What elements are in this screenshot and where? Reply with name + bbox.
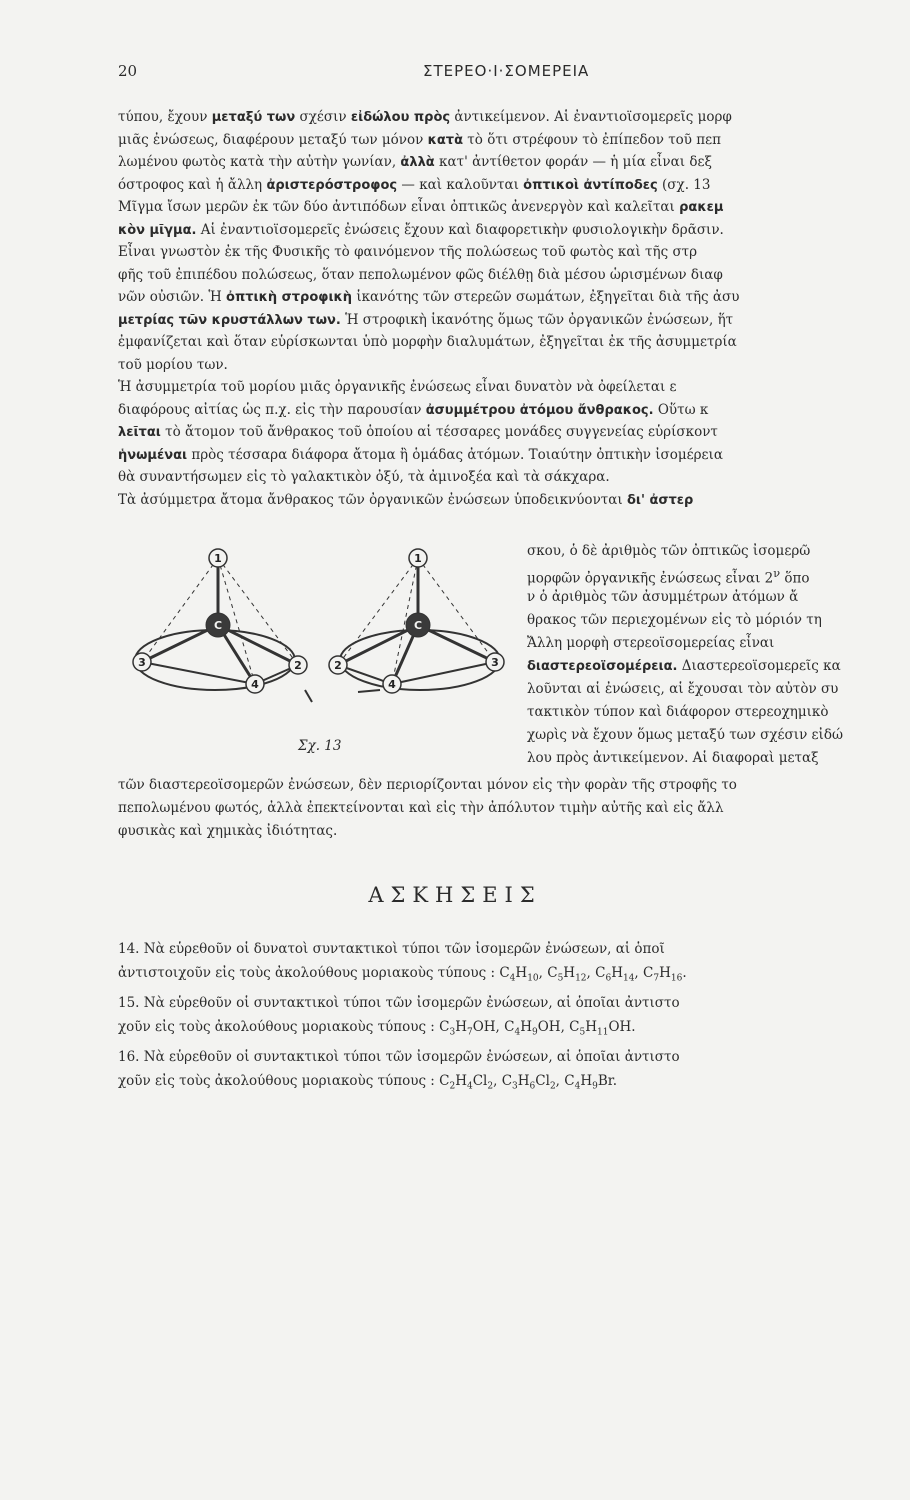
text-line <box>118 962 910 990</box>
subscript: 9 <box>592 1081 598 1092</box>
text-run: (σχ. 13 <box>657 176 711 193</box>
text-run: ἱκανότης τῶν στερεῶν σωμάτων, ἐξηγεῖται διὰ τῆς ἀσυ <box>352 289 740 305</box>
left-label-1: 1 <box>214 552 222 565</box>
subscript: 2 <box>487 1081 494 1092</box>
text-run: ἀντιστοιχοῦν εἰς τοὺς ἀκολούθους μοριακοὺς τύπους : C <box>118 965 510 981</box>
text-run: Διαστερεοϊσομερεῖς κα <box>677 658 841 674</box>
text-run: κατὰ <box>427 132 464 148</box>
text-line <box>118 1070 910 1098</box>
text-line <box>527 724 910 746</box>
text-run: Cl <box>472 1073 488 1089</box>
text-run: , C <box>493 1073 513 1089</box>
text-line <box>118 151 910 174</box>
text-run: μεταξύ των <box>211 110 296 125</box>
page-number: 20 <box>118 62 138 80</box>
text-run: τῶν διαστερεοϊσομερῶν ἐνώσεων, δὲν περιορίζονται μόνον εἰς τὴν φορὰν τῆς στροφῆς το <box>118 777 737 793</box>
text-run: H <box>517 1073 530 1089</box>
text-run: λου πρὸς ἀντικείμενον. Αἱ διαφοραὶ μεταξ <box>527 750 819 766</box>
text-run: κατ' ἀντίθετον φοράν — ἡ μία εἶναι δεξ <box>434 154 712 170</box>
text-run: H <box>455 1019 467 1035</box>
text-run: ὅπο <box>780 570 810 587</box>
text-run: δι' ἀστερ <box>626 492 694 508</box>
left-label-4: 4 <box>251 678 259 691</box>
text-run: ἡνωμέναι <box>118 447 188 463</box>
text-run: όστροφος καὶ ἡ ἄλλη <box>118 176 267 193</box>
text-line <box>118 466 910 488</box>
text-run: H <box>515 965 528 981</box>
text-run: μετρίας τῶν κρυστάλλων των. <box>118 312 341 328</box>
text-run: ν ὁ ἀριθμὸς τῶν ἀσυμμέτρων ἀτόμων ἄ <box>527 589 799 605</box>
text-line <box>118 219 910 242</box>
text-line <box>118 376 910 398</box>
text-run: πεπολωμένου φωτός, ἀλλὰ ἐπεκτείνονται καὶ εἰς τὴν ἀπόλυτον τιμὴν αὐτῆς καὶ εἰς ἄλλ <box>118 800 724 816</box>
text-line <box>527 632 910 654</box>
text-run: H <box>580 1073 593 1089</box>
text-run: σκου, ὁ δὲ ἀριθμὸς τῶν ὀπτικῶς ἰσομερῶ <box>527 543 811 559</box>
text-run: θρακος τῶν περιεχομένων εἰς τὸ μόριόν τη <box>527 612 822 628</box>
text-run: , C <box>586 965 606 981</box>
text-run: — καὶ καλοῦνται <box>397 176 524 193</box>
text-run: Ἄλλη μορφὴ στερεοϊσομερείας εἶναι <box>527 635 775 651</box>
text-line <box>118 444 910 467</box>
text-run: H <box>585 1019 598 1035</box>
figure-13-tetrahedra <box>130 540 510 730</box>
text-run: Εἶναι γνωστὸν ἐκ τῆς Φυσικῆς τὸ φαινόμενον τῆς πολώσεως τοῦ φωτὸς καὶ τῆς στρ <box>118 244 698 260</box>
text-run: τακτικὸν τύπον καὶ διάφορον στερεοχημικὸ <box>527 704 829 720</box>
text-run: OH, C <box>537 1019 580 1035</box>
text-line <box>118 286 910 309</box>
subscript: 3 <box>512 1081 518 1092</box>
text-run: κὸν μῖγμα. <box>118 222 197 238</box>
text-run: λοῦνται αἱ ἐνώσεις, αἱ ἔχουσαι τὸν αὐτὸν συ <box>527 681 839 697</box>
text-run: OH. <box>608 1019 636 1035</box>
text-run: , C <box>634 965 654 981</box>
text-line <box>118 331 910 353</box>
text-line <box>527 678 910 700</box>
text-run: H <box>659 965 671 981</box>
exercises-heading: ΑΣΚΗΣΕΙΣ <box>368 883 542 907</box>
text-run: H <box>611 965 623 981</box>
subscript: 4 <box>466 1081 473 1092</box>
text-run: Ἡ στροφικὴ ἱκανότης ὅμως τῶν ὀργανικῶν ἐνώσεων, ἥτ <box>340 311 734 328</box>
text-line <box>118 1016 910 1044</box>
text-run: φῆς τοῦ ἐπιπέδου πολώσεως, ὅταν πεπολωμένον φῶς διέλθῃ διὰ μέσου ὡρισμένων διαφ <box>118 266 723 283</box>
text-line <box>118 106 910 129</box>
text-run: χοῦν εἰς τοὺς ἀκολούθους μοριακοὺς τύπους : C <box>118 1073 450 1089</box>
text-line <box>118 354 910 376</box>
text-line <box>118 129 910 152</box>
text-run: σχέσιν <box>295 109 351 125</box>
text-line <box>118 264 910 286</box>
figure-caption: Σχ. 13 <box>298 738 342 754</box>
subscript: 14 <box>622 973 635 984</box>
text-line <box>118 241 910 263</box>
text-line <box>118 820 910 842</box>
subscript: 9 <box>532 1027 538 1038</box>
subscript: 6 <box>529 1081 536 1092</box>
text-line <box>118 399 910 422</box>
subscript: 10 <box>527 973 539 984</box>
text-run: 16. Νὰ εὑρεθοῦν οἱ συντακτικοὶ τύποι τῶν ἰσομερῶν ἐνώσεων, αἱ ὁποῖαι ἀντιστο <box>118 1049 680 1065</box>
text-run: χωρὶς νὰ ἔχουν ὅμως μεταξύ των σχέσιν εἰδώ <box>527 727 843 743</box>
subscript: 12 <box>575 973 587 984</box>
text-run: Μῖγμα ἴσων μερῶν ἐκ τῶν δύο ἀντιπόδων εἶναι ὀπτικῶς ἀνενεργὸν καὶ καλεῖται <box>118 199 680 215</box>
subscript: 11 <box>597 1027 609 1038</box>
text-run: Br. <box>597 1073 618 1089</box>
page-header <box>118 62 910 86</box>
text-run: τοῦ μορίου των. <box>118 356 228 373</box>
text-line <box>118 774 910 796</box>
subscript: 5 <box>557 973 564 984</box>
text-run: . <box>682 965 687 981</box>
text-run: πρὸς τέσσαρα διάφορα ἄτομα ἢ ὁμάδας ἀτόμων. Τοιαύτην ὀπτικὴν ἰσομέρεια <box>187 446 723 463</box>
text-run: 14. Νὰ εὑρεθοῦν οἱ δυνατοὶ συντακτικοὶ τύποι τῶν ἰσομερῶν ἐνώσεων, αἱ ὁποῖ <box>118 941 665 957</box>
text-line <box>118 938 910 960</box>
text-line <box>527 701 910 723</box>
subscript: 16 <box>670 973 683 984</box>
text-run: μορφῶν ὀργανικῆς ἐνώσεως εἶναι 2 <box>527 570 774 587</box>
right-label-1: 1 <box>414 552 422 565</box>
text-run: τὸ ἄτομον τοῦ ἄνθρακος τοῦ ὁποίου αἱ τέσσαρες μονάδες συγγενείας εὑρίσκοντ <box>160 424 718 440</box>
right-label-2: 2 <box>334 659 342 672</box>
text-run: ἀλλὰ <box>400 155 435 170</box>
text-line <box>527 655 910 678</box>
text-line <box>527 747 910 769</box>
text-line <box>118 1046 910 1068</box>
subscript: 5 <box>579 1027 586 1038</box>
text-run: νῶν οὐσιῶν. Ἡ <box>118 289 227 305</box>
text-line <box>118 309 910 332</box>
text-line <box>118 992 910 1014</box>
subscript: 3 <box>449 1027 456 1038</box>
text-run: θὰ συναντήσωμεν εἰς τὸ γαλακτικὸν ὀξύ, τὰ ἀμινοξέα καὶ τὰ σάκχαρα. <box>118 469 610 485</box>
subscript: 7 <box>653 973 660 984</box>
text-run: διαφόρους αἰτίας ὡς π.χ. εἰς τὴν παρουσίαν <box>118 401 426 418</box>
left-label-2: 2 <box>294 659 302 672</box>
text-run: μιᾶς ἐνώσεως, διαφέρουν μεταξύ των μόνον <box>118 131 428 148</box>
subscript: 4 <box>514 1027 521 1038</box>
text-run: ἀντικείμενον. Αἱ ἐναντιοϊσομερεῖς μορφ <box>450 109 732 125</box>
running-title: ΣΤΕΡΕΟ·Ι·ΣΟΜΕΡΕΙΑ <box>423 62 590 80</box>
left-label-3: 3 <box>138 656 146 669</box>
text-run: ὀπτικὴ στροφικὴ <box>226 290 353 305</box>
text-line <box>118 489 910 512</box>
superscript: ν <box>773 567 781 580</box>
text-run: Cl <box>535 1073 550 1089</box>
left-c-label: C <box>213 619 223 632</box>
text-run: διαστερεοϊσομέρεια. <box>527 659 678 674</box>
text-line <box>118 797 910 819</box>
text-run: 15. Νὰ εὑρεθοῦν οἱ συντακτικοὶ τύποι τῶν ἰσομερῶν ἐνώσεων, αἱ ὁποῖαι ἀντιστο <box>118 995 680 1011</box>
text-run: ἀριστερόστροφος <box>266 177 398 193</box>
text-line <box>118 421 910 444</box>
text-run: τύπου, ἔχουν <box>118 109 212 125</box>
left-tetrahedron <box>133 549 312 702</box>
text-line <box>527 540 910 562</box>
right-label-3: 3 <box>491 656 499 669</box>
text-line <box>118 196 910 219</box>
text-run: H <box>455 1073 467 1089</box>
text-run: Ἡ ἀσυμμετρία τοῦ μορίου μιᾶς ὀργανικῆς ἐνώσεως εἶναι δυνατὸν νὰ ὀφείλεται ε <box>118 379 677 395</box>
subscript: 7 <box>466 1027 473 1038</box>
subscript: 4 <box>509 973 516 984</box>
text-run: Τὰ ἀσύμμετρα ἄτομα ἄνθρακος τῶν ὀργανικῶν ἐνώσεων ὑποδεικνύονται <box>118 491 627 508</box>
text-run: φυσικὰς καὶ χημικὰς ἰδιότητας. <box>118 823 338 839</box>
text-line <box>527 609 910 631</box>
text-run: λωμένου φωτὸς κατὰ τὴν αὐτὴν γωνίαν, <box>118 154 401 170</box>
text-run: H <box>563 965 576 981</box>
right-c-label: C <box>413 619 423 632</box>
text-run: Αἱ ἐναντιοϊσομερεῖς ἐνώσεις ἔχουν καὶ διαφορετικὴν φυσιολογικὴν δρᾶσιν. <box>196 221 724 238</box>
text-run: Οὕτω κ <box>653 401 709 418</box>
text-line <box>527 586 910 608</box>
subscript: 2 <box>549 1081 556 1092</box>
text-run: OH, C <box>472 1019 515 1035</box>
right-label-4: 4 <box>388 678 396 691</box>
subscript: 4 <box>574 1081 581 1092</box>
text-run: χοῦν εἰς τοὺς ἀκολούθους μοριακοὺς τύπους : C <box>118 1019 450 1035</box>
subscript: 2 <box>449 1081 456 1092</box>
text-run: , C <box>538 965 558 981</box>
text-run: ἐμφανίζεται καὶ ὅταν εὑρίσκωνται ὑπὸ μορφὴν διαλυμάτων, ἐξηγεῖται ἐκ τῆς ἀσυμμετρία <box>118 334 737 350</box>
text-run: ἀσυμμέτρου ἀτόμου ἄνθρακος. <box>425 402 654 418</box>
subscript: 6 <box>605 973 612 984</box>
text-line <box>118 174 910 197</box>
text-run: ὀπτικοὶ ἀντίποδες <box>523 177 658 193</box>
text-run: εἰδώλου πρὸς <box>350 110 451 125</box>
text-run: ρακεμ <box>679 200 724 215</box>
text-run: λεῖται <box>118 425 161 440</box>
text-run: τὸ ὅτι στρέφουν τὸ ἐπίπεδον τοῦ πεπ <box>463 131 722 148</box>
text-run: , C <box>555 1073 575 1089</box>
text-run: H <box>520 1019 532 1035</box>
